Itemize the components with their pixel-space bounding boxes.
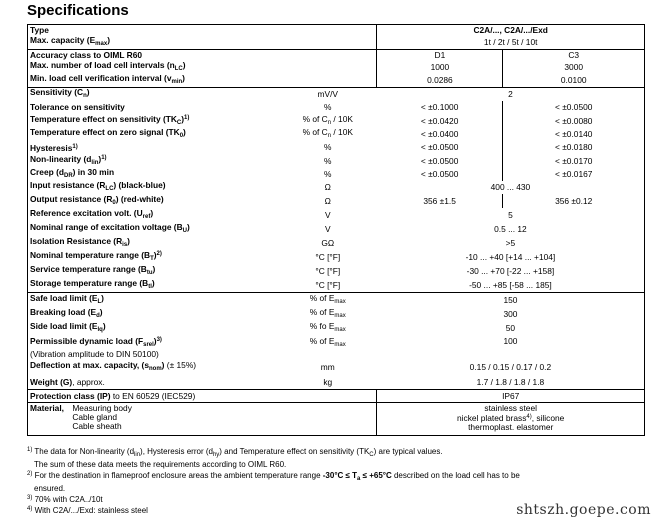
page-title: Specifications (27, 2, 129, 19)
protection-label: Protection class (IP) to EN 60529 (IEC529) (28, 390, 377, 403)
accuracy-label: Accuracy class to OIML R60 (28, 50, 377, 62)
break-load-unit: % of $E_{max}$ (309, 306, 346, 319)
tk-0-unit: % of $C_n / 10K$ (302, 127, 353, 139)
nom-volt-value: 0.5 ... 12 (377, 222, 645, 236)
table-row (28, 293, 645, 308)
safe-load-value: 150 (377, 293, 645, 308)
tk-c-unit: % of $C_n / 10K$ (302, 113, 353, 126)
isolation-label: Isolation Resistance $(R_{is})$ (28, 236, 279, 250)
table-row (28, 390, 645, 403)
table-row (28, 128, 645, 141)
output-res-d1: 356 ±1.5 (377, 194, 503, 208)
nonlin-label: Non-linearity $(d_{lin})^{1)}$ (28, 154, 279, 168)
input-res-label: Input resistance $(R_{LC})$ (black-blue) (28, 181, 279, 194)
output-res-c3: 356 ±0.12 (503, 194, 645, 208)
weight-value: 1.7 / 1.8 / 1.8 / 1.8 (377, 375, 645, 390)
isolation-unit: GΩ (321, 237, 335, 248)
tolerance-label: Tolerance on sensitivity (28, 101, 279, 114)
min-interval-d1: 0.0286 (377, 74, 503, 88)
footnote-4: $^{4)}$ With C2A/.../Exd: stainless steel (27, 506, 148, 515)
table-row (28, 194, 645, 208)
capacity-value: 1t / 2t / 5t / 10t (377, 36, 645, 50)
break-load-value: 300 (377, 307, 645, 321)
table-row (28, 236, 645, 250)
nom-temp-value: -10 ... +40 [+14 ... +104] (377, 250, 645, 264)
ref-volt-unit: V (324, 209, 331, 220)
input-res-value: 400 ... 430 (377, 181, 645, 194)
dyn-load-unit: % of $E_{max}$ (309, 336, 346, 348)
output-res-label: Output resistance $(R_0)$ (red-white) (28, 194, 279, 208)
svc-temp-unit: °C [°F] (315, 265, 341, 276)
table-row (28, 321, 645, 335)
nonlin-d1: < ±0.0500 (377, 154, 503, 168)
stor-temp-value: -50 ... +85 [-58 ... 185] (377, 278, 645, 293)
isolation-value: >5 (377, 236, 645, 250)
table-row (28, 114, 645, 128)
side-load-label: Side load limit $(E_{lq})$ (28, 321, 279, 335)
table-row (28, 36, 645, 50)
hysteresis-unit: % (324, 142, 332, 152)
intervals-d1: 1000 (377, 61, 503, 74)
creep-unit: % (324, 169, 332, 179)
footnote-1: $^{1)}$ The data for Non-linearity $(d_{lin})$, Hysteresis error $(d_{hy})$ and Temperature effect on sensitivity $(TK_C)$ are typical values. The sum of these data meets the requirements according to OIML R60. (27, 447, 443, 469)
min-interval-c3: 0.0100 (503, 74, 645, 88)
creep-label: Creep $(d_{DR})$ in 30 min (28, 168, 279, 181)
deflection-label: Deflection at max. capacity, $(s_{nom})$ (± 15%) (28, 359, 279, 375)
table-row (28, 154, 645, 168)
table-row (28, 250, 645, 264)
footnote-2: $^{2)}$ For the destination in flameproof enclosure areas the ambient temperature range $-30^\circ C \le T_a \le +65^\circ C$ described on the load cell has to be ensured. (27, 471, 520, 493)
protection-value: IP67 (377, 390, 645, 403)
table-row (28, 264, 645, 278)
tolerance-unit: % (324, 102, 332, 112)
nom-temp-unit: °C [°F] (315, 251, 341, 262)
side-load-unit: % fo $E_{max}$ (309, 320, 346, 333)
safe-load-label: Safe load limit $(E_L)$ (28, 293, 279, 308)
dyn-load-label: Permissible dynamic load $(F_{srel})^{3)}$ (Vibration amplitude to DIN 50100) (28, 335, 279, 359)
hysteresis-d1: < ±0.0500 (377, 141, 503, 154)
table-row (28, 25, 645, 37)
weight-label: Weight (G), approx. (28, 375, 279, 390)
accuracy-c3: C3 (503, 50, 645, 62)
capacity-label: Max. capacity $(E_{max})$ (28, 36, 377, 50)
break-load-label: Breaking load $(E_d)$ (28, 307, 279, 321)
tk-c-d1: < ±0.0420 (377, 114, 503, 128)
hysteresis-label: Hysteresis$^{1)}$ (28, 141, 279, 154)
type-value: C2A/..., C2A/.../Exd (377, 25, 645, 37)
dyn-load-value: 100 (377, 335, 645, 359)
stor-temp-unit: °C [°F] (279, 278, 377, 293)
intervals-c3: 3000 (503, 61, 645, 74)
tolerance-c3: < ±0.0500 (503, 101, 645, 114)
tk-0-c3: < ±0.0140 (503, 128, 645, 141)
table-row (28, 101, 645, 114)
specifications-table (27, 24, 645, 436)
ref-volt-value: 5 (377, 208, 645, 222)
sensitivity-value: 2 (377, 88, 645, 102)
intervals-label: Max. number of load cell intervals $(n_{LC})$ (28, 61, 377, 74)
material-values: stainless steel nickel plated brass$^{4)}$, silicone thermoplast. elastomer (377, 403, 645, 436)
tk-c-c3: < ±0.0080 (503, 114, 645, 128)
nonlin-unit: % (324, 155, 332, 166)
type-label: Type (28, 25, 377, 37)
tk-0-d1: < ±0.0400 (377, 128, 503, 141)
stor-temp-label: Storage temperature range $(B_{tl})$ (28, 278, 279, 293)
accuracy-d1: D1 (377, 50, 503, 62)
ref-volt-label: Reference excitation volt. $(U_{ref})$ (28, 208, 279, 222)
creep-c3: < ±0.0167 (503, 168, 645, 181)
table-row (28, 307, 645, 321)
nonlin-c3: < ±0.0170 (503, 154, 645, 168)
table-row (28, 375, 645, 390)
hysteresis-c3: < ±0.0180 (503, 141, 645, 154)
table-row (28, 141, 645, 154)
safe-load-unit: % of $E_{max}$ (309, 292, 346, 305)
min-interval-label: Min. load cell verification interval $(v_{min})$ (28, 74, 377, 88)
nom-volt-unit: V (324, 223, 331, 234)
table-row (28, 403, 645, 436)
table-row (28, 181, 645, 194)
deflection-value: 0.15 / 0.15 / 0.17 / 0.2 (377, 359, 645, 375)
table-row (28, 222, 645, 236)
deflection-unit: mm (320, 361, 335, 372)
watermark: shtszh.goepe.com (516, 502, 651, 518)
tk-c-label: Temperature effect on sensitivity $(TK_C)^{1)}$ (28, 114, 279, 128)
sensitivity-unit: mV/V (279, 88, 377, 102)
svc-temp-value: -30 ... +70 [-22 ... +158] (377, 264, 645, 278)
tolerance-d1: < ±0.1000 (377, 101, 503, 114)
input-res-unit: Ω (324, 182, 331, 192)
table-row (28, 359, 645, 375)
material-label: Material, Measuring body Cable gland Cable sheath (28, 403, 377, 436)
table-row (28, 335, 645, 359)
table-row (28, 88, 645, 102)
sensitivity-label: Sensitivity $(C_n)$ (28, 88, 279, 102)
nom-temp-label: Nominal temperature range $(B_T)^{2)}$ (28, 250, 279, 264)
svc-temp-label: Service temperature range $(B_{tu})$ (28, 264, 279, 278)
table-row (28, 278, 645, 293)
side-load-value: 50 (377, 321, 645, 335)
nom-volt-label: Nominal range of excitation voltage $(B_U)$ (28, 222, 279, 236)
output-res-unit: Ω (324, 195, 331, 206)
tk-0-label: Temperature effect on zero signal $(TK_0)$ (28, 128, 279, 141)
weight-unit: kg (279, 375, 377, 390)
table-row (28, 208, 645, 222)
creep-d1: < ±0.0500 (377, 168, 503, 181)
footnote-3: $^{3)}$ 70% with C2A../10t (27, 495, 103, 504)
table-row (28, 74, 645, 88)
